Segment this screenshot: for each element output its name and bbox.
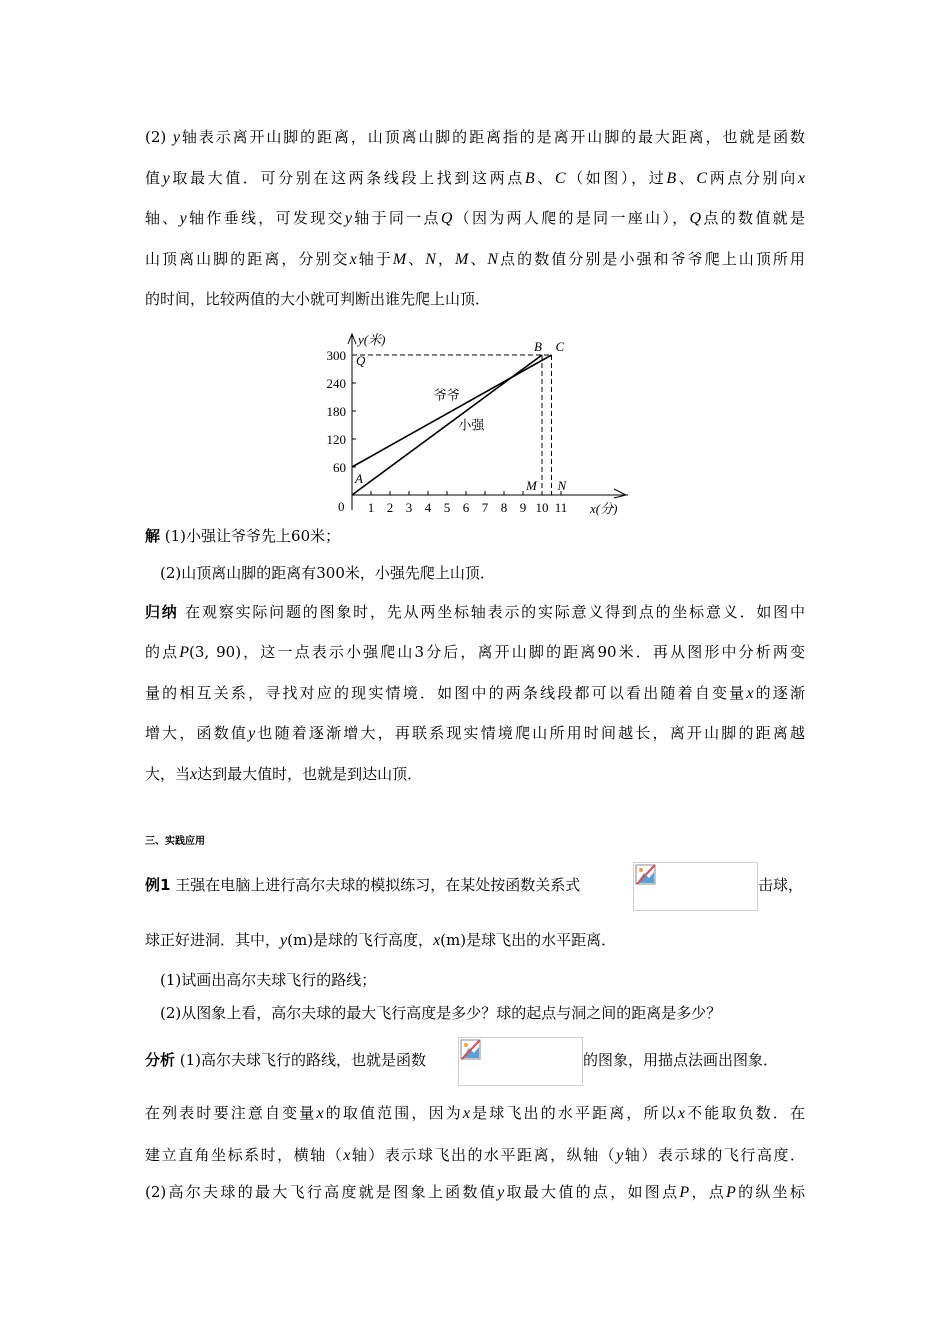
series-line	[352, 355, 542, 495]
text-segment: (m)是球的飞行高度，	[287, 931, 434, 949]
text-segment: 点的数值分别是小强和爷爷爬上山顶所用	[498, 250, 805, 268]
point-label: A	[355, 471, 363, 486]
series-line	[352, 355, 552, 467]
text-segment: (2)从图象上看，高尔夫球的最大飞行高度是多少？球的起点与洞之间的距离是多少？	[145, 1004, 722, 1022]
formula-image-broken	[633, 862, 758, 911]
math-variable: x	[677, 1105, 685, 1122]
broken-image-icon	[635, 864, 657, 886]
text-segment: （因为两人爬的是同一座山），	[452, 209, 690, 227]
y-tick-label: 180	[326, 404, 346, 419]
text-segment: 的纵坐标	[735, 1183, 805, 1201]
x-axis-label: x(分)	[590, 501, 618, 516]
math-variable: y	[162, 170, 170, 187]
text-segment: 两点分别向	[707, 169, 798, 187]
math-variable: x	[190, 766, 198, 783]
text-line	[145, 563, 805, 583]
text-segment: (1)小强让爷爷先上60米；	[160, 527, 341, 545]
text-line	[145, 764, 805, 785]
text-segment: 、	[534, 169, 555, 187]
text-line	[145, 208, 805, 229]
x-tick-label: 8	[500, 500, 508, 515]
y-tick-label: 300	[326, 348, 346, 363]
text-segment: 王强在电脑上进行高尔夫球的模拟练习，在某处按函数关系式	[170, 876, 581, 894]
text-segment: 的点	[145, 643, 180, 661]
text-line	[145, 1103, 805, 1124]
bold-label: 解	[145, 527, 161, 545]
math-variable: P	[726, 1184, 736, 1201]
text-segment: 量的相互关系，寻找对应的现实情境．如图中的两条线段都可以看出随着自变量	[145, 684, 747, 702]
math-variable: N	[487, 251, 499, 268]
text-segment: (1)试画出高尔夫球飞行的路线；	[145, 971, 377, 989]
point-label: N	[557, 478, 567, 493]
math-variable: x	[797, 170, 805, 187]
text-line	[145, 970, 805, 990]
math-variable: x	[316, 1105, 324, 1122]
math-variable: y	[344, 210, 352, 227]
text-line	[145, 683, 805, 704]
text-segment: 球正好进洞．其中，	[145, 931, 281, 949]
math-variable: x	[462, 1105, 470, 1122]
text-segment: 增大，函数值	[145, 724, 249, 742]
y-tick-label: 240	[326, 376, 346, 391]
x-tick-label: 6	[462, 500, 470, 515]
text-segment: 大，当	[145, 765, 191, 783]
math-variable: y	[248, 725, 256, 742]
math-variable: y	[179, 210, 187, 227]
text-segment: 的取值范围，因为	[323, 1104, 463, 1122]
math-variable: B	[524, 170, 535, 187]
math-variable: x	[343, 1147, 351, 1164]
x-tick-label: 1	[367, 500, 375, 515]
text-segment: 在观察实际问题的图象时，先从两坐标轴表示的实际意义得到点的坐标意义．如图中	[178, 603, 805, 621]
point-label: M	[526, 478, 537, 493]
x-tick-label: 2	[386, 500, 394, 515]
text-segment: 的时间，比较两值的大小就可判断出谁先爬上山顶．	[145, 290, 491, 308]
y-tick-label: 120	[326, 432, 346, 447]
text-line	[145, 642, 805, 663]
text-segment: 轴）表示球的飞行高度．	[623, 1146, 805, 1164]
text-segment: 轴于同一点	[351, 209, 441, 227]
text-segment: 在列表时要注意自变量	[145, 1104, 317, 1122]
math-variable: x	[349, 251, 357, 268]
text-line	[145, 526, 805, 546]
text-line	[145, 249, 805, 270]
text-segment: （如图），过	[565, 169, 667, 187]
text-segment: 、	[406, 250, 426, 268]
y-axis-label: y(米)	[358, 332, 386, 347]
text-line	[145, 1003, 805, 1023]
point-label: Q	[356, 353, 366, 368]
text-segment: 不能取负数．在	[684, 1104, 805, 1122]
text-segment: 是球飞出的水平距离，所以	[469, 1104, 678, 1122]
math-variable: y	[172, 129, 181, 146]
text-segment: (2)山顶离山脚的距离有300米，小强先爬上山顶．	[145, 564, 495, 582]
math-variable: y	[616, 1147, 624, 1164]
y-tick-label: 60	[333, 460, 346, 475]
text-line	[145, 1182, 805, 1203]
climbing-chart	[318, 330, 638, 520]
text-segment: (m)是球飞出的水平距离．	[440, 931, 617, 949]
text-segment: (1)高尔夫球飞行的路线，也就是函数	[175, 1051, 427, 1069]
text-segment: 轴作垂线，可发现交	[186, 209, 345, 227]
text-line	[145, 127, 805, 148]
section-heading: 三、实践应用	[145, 836, 205, 847]
math-variable: M	[455, 251, 469, 268]
text-segment: ，点	[689, 1183, 727, 1201]
text-segment: 轴于	[356, 250, 393, 268]
bold-label: 1	[160, 876, 171, 894]
broken-image-icon	[460, 1039, 482, 1061]
x-tick-label: 11	[554, 500, 568, 515]
text-after-function: 的图象，用描点法画出图象．	[583, 1051, 779, 1069]
text-segment: 建立直角坐标系时，横轴（	[145, 1146, 344, 1164]
math-variable: y	[497, 1184, 505, 1201]
math-variable: C	[554, 170, 566, 187]
text-segment: (2)高尔夫球的最大飞行高度就是图象上函数值	[145, 1183, 498, 1201]
x-tick-label: 4	[424, 500, 432, 515]
math-variable: B	[666, 170, 677, 187]
math-variable: Q	[440, 210, 453, 227]
math-variable: x	[433, 932, 441, 949]
text-segment: 也随着逐渐增大，再联系现实情境爬山所用时间越长，离开山脚的距离越	[255, 724, 805, 742]
text-segment: ，	[435, 250, 455, 268]
function-image-broken	[458, 1037, 583, 1086]
series-label: 小强	[458, 417, 485, 433]
text-segment: 、	[468, 250, 488, 268]
origin-label: 0	[338, 499, 345, 514]
text-line	[145, 1145, 805, 1166]
text-segment: 的逐渐	[753, 684, 805, 702]
x-tick-label: 9	[519, 500, 527, 515]
text-line	[145, 168, 805, 189]
text-line	[145, 723, 805, 744]
text-line	[145, 289, 805, 309]
text-segment: 轴）表示球飞出的水平距离，纵轴（	[350, 1146, 617, 1164]
x-tick-label: 5	[443, 500, 451, 515]
text-segment: 达到最大值时，也就是到达山顶．	[197, 765, 423, 783]
math-variable: N	[425, 251, 436, 268]
point-label: C	[555, 339, 565, 354]
bold-label: 例	[145, 876, 161, 894]
text-segment: 轴表示离开山脚的距离，山顶离山脚的距离指的是离开山脚的最大距离，也就是函数	[180, 128, 806, 146]
text-segment: (3, 90)，这一点表示小强爬山3分后，离开山脚的距离90米．再从图形中分析两变	[189, 643, 805, 661]
text-segment: 点的数值就是	[701, 209, 805, 227]
text-segment: 、	[676, 169, 697, 187]
text-segment: (2)	[145, 128, 173, 146]
text-after-formula: 击球，	[758, 876, 804, 894]
text-line	[145, 602, 805, 622]
text-segment: 取最大值．可分别在这两条线段上找到这两点	[169, 169, 525, 187]
math-variable: x	[746, 685, 754, 702]
text-segment: 山顶离山脚的距离，分别交	[145, 250, 350, 268]
bold-label: 归纳	[145, 603, 179, 621]
text-segment: 轴、	[145, 209, 180, 227]
math-variable: P	[179, 644, 190, 661]
text-line	[145, 930, 805, 951]
math-variable: Q	[689, 210, 702, 227]
x-tick-label: 3	[405, 500, 413, 515]
math-variable: y	[280, 932, 288, 949]
series-label: 爷爷	[433, 387, 460, 403]
math-variable: C	[696, 170, 708, 187]
math-variable: M	[392, 251, 407, 268]
x-tick-label: 10	[535, 500, 549, 515]
x-tick-label: 7	[481, 500, 489, 515]
point-label: B	[534, 339, 542, 354]
text-segment: 值	[145, 169, 163, 187]
math-variable: P	[679, 1184, 690, 1201]
text-segment: 取最大值的点，如图点	[504, 1183, 680, 1201]
x-axis-arrow-icon	[614, 489, 626, 498]
bold-label: 分析	[145, 1051, 176, 1069]
